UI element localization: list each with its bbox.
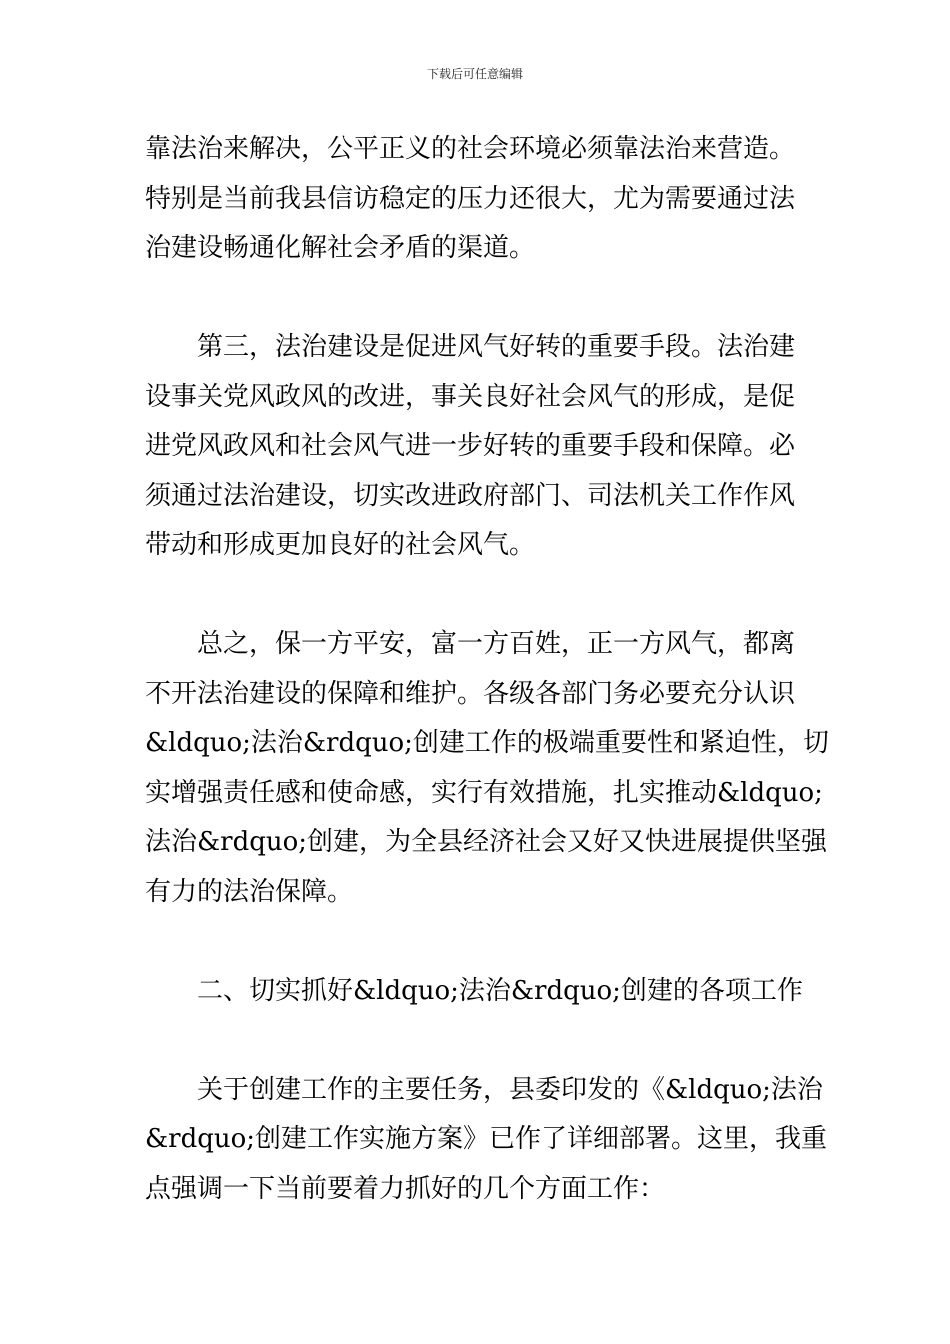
text-line: 靠法治来解决，公平正义的社会环境必须靠法治来营造。 [145,134,796,164]
text-line: 特别是当前我县信访稳定的压力还很大，尤为需要通过法 [145,183,796,214]
text-line: 治建设畅通化解社会矛盾的渠道。 [145,233,536,263]
text-line: &rdquo;创建工作实施方案》已作了详细部署。这里，我重 [145,1124,828,1154]
paragraph-gap [145,571,810,621]
paragraph-5 [145,1066,828,1215]
paragraph-gap [145,917,810,967]
text-line: 设事关党风政风的改进，事关良好社会风气的形成，是促 [145,381,796,412]
paragraph-1 [145,125,810,274]
text-line: 带动和形成更加良好的社会风气。 [145,530,536,560]
text-line: &ldquo;法治&rdquo;创建工作的极端重要性和紧迫性，切 [145,728,829,758]
paragraph-gap [145,274,810,324]
paragraph-3 [145,620,829,917]
text-line: 进党风政风和社会风气进一步好转的重要手段和保障。必 [145,431,796,461]
paragraph-gap [145,1016,810,1066]
text-line: 总之，保一方平安，富一方百姓，正一方风气，都离 [145,629,796,659]
heading-line: 二、切实抓好&ldquo;法治&rdquo;创建的各项工作 [145,975,803,1006]
text-line: 第三，法治建设是促进风气好转的重要手段。法治建 [145,332,796,362]
text-line: 实增强责任感和使命感，实行有效措施，扎实推动&ldquo; [145,777,823,808]
document-body [145,125,829,1214]
page-header: 下载后可任意编辑 [426,67,523,81]
text-line: 点强调一下当前要着力抓好的几个方面工作： [145,1173,666,1204]
text-line: 有力的法治保障。 [145,876,354,907]
text-line: 不开法治建设的保障和维护。各级各部门务必要充分认识 [145,678,796,709]
text-line: 关于创建工作的主要任务，县委印发的《&ldquo;法治 [145,1074,823,1105]
text-line: 须通过法治建设，切实改进政府部门、司法机关工作作风 [145,480,796,511]
text-line: 法治&rdquo;创建，为全县经济社会又好又快进展提供坚强 [145,827,828,857]
paragraph-2 [145,323,810,571]
section-heading [145,967,810,1017]
